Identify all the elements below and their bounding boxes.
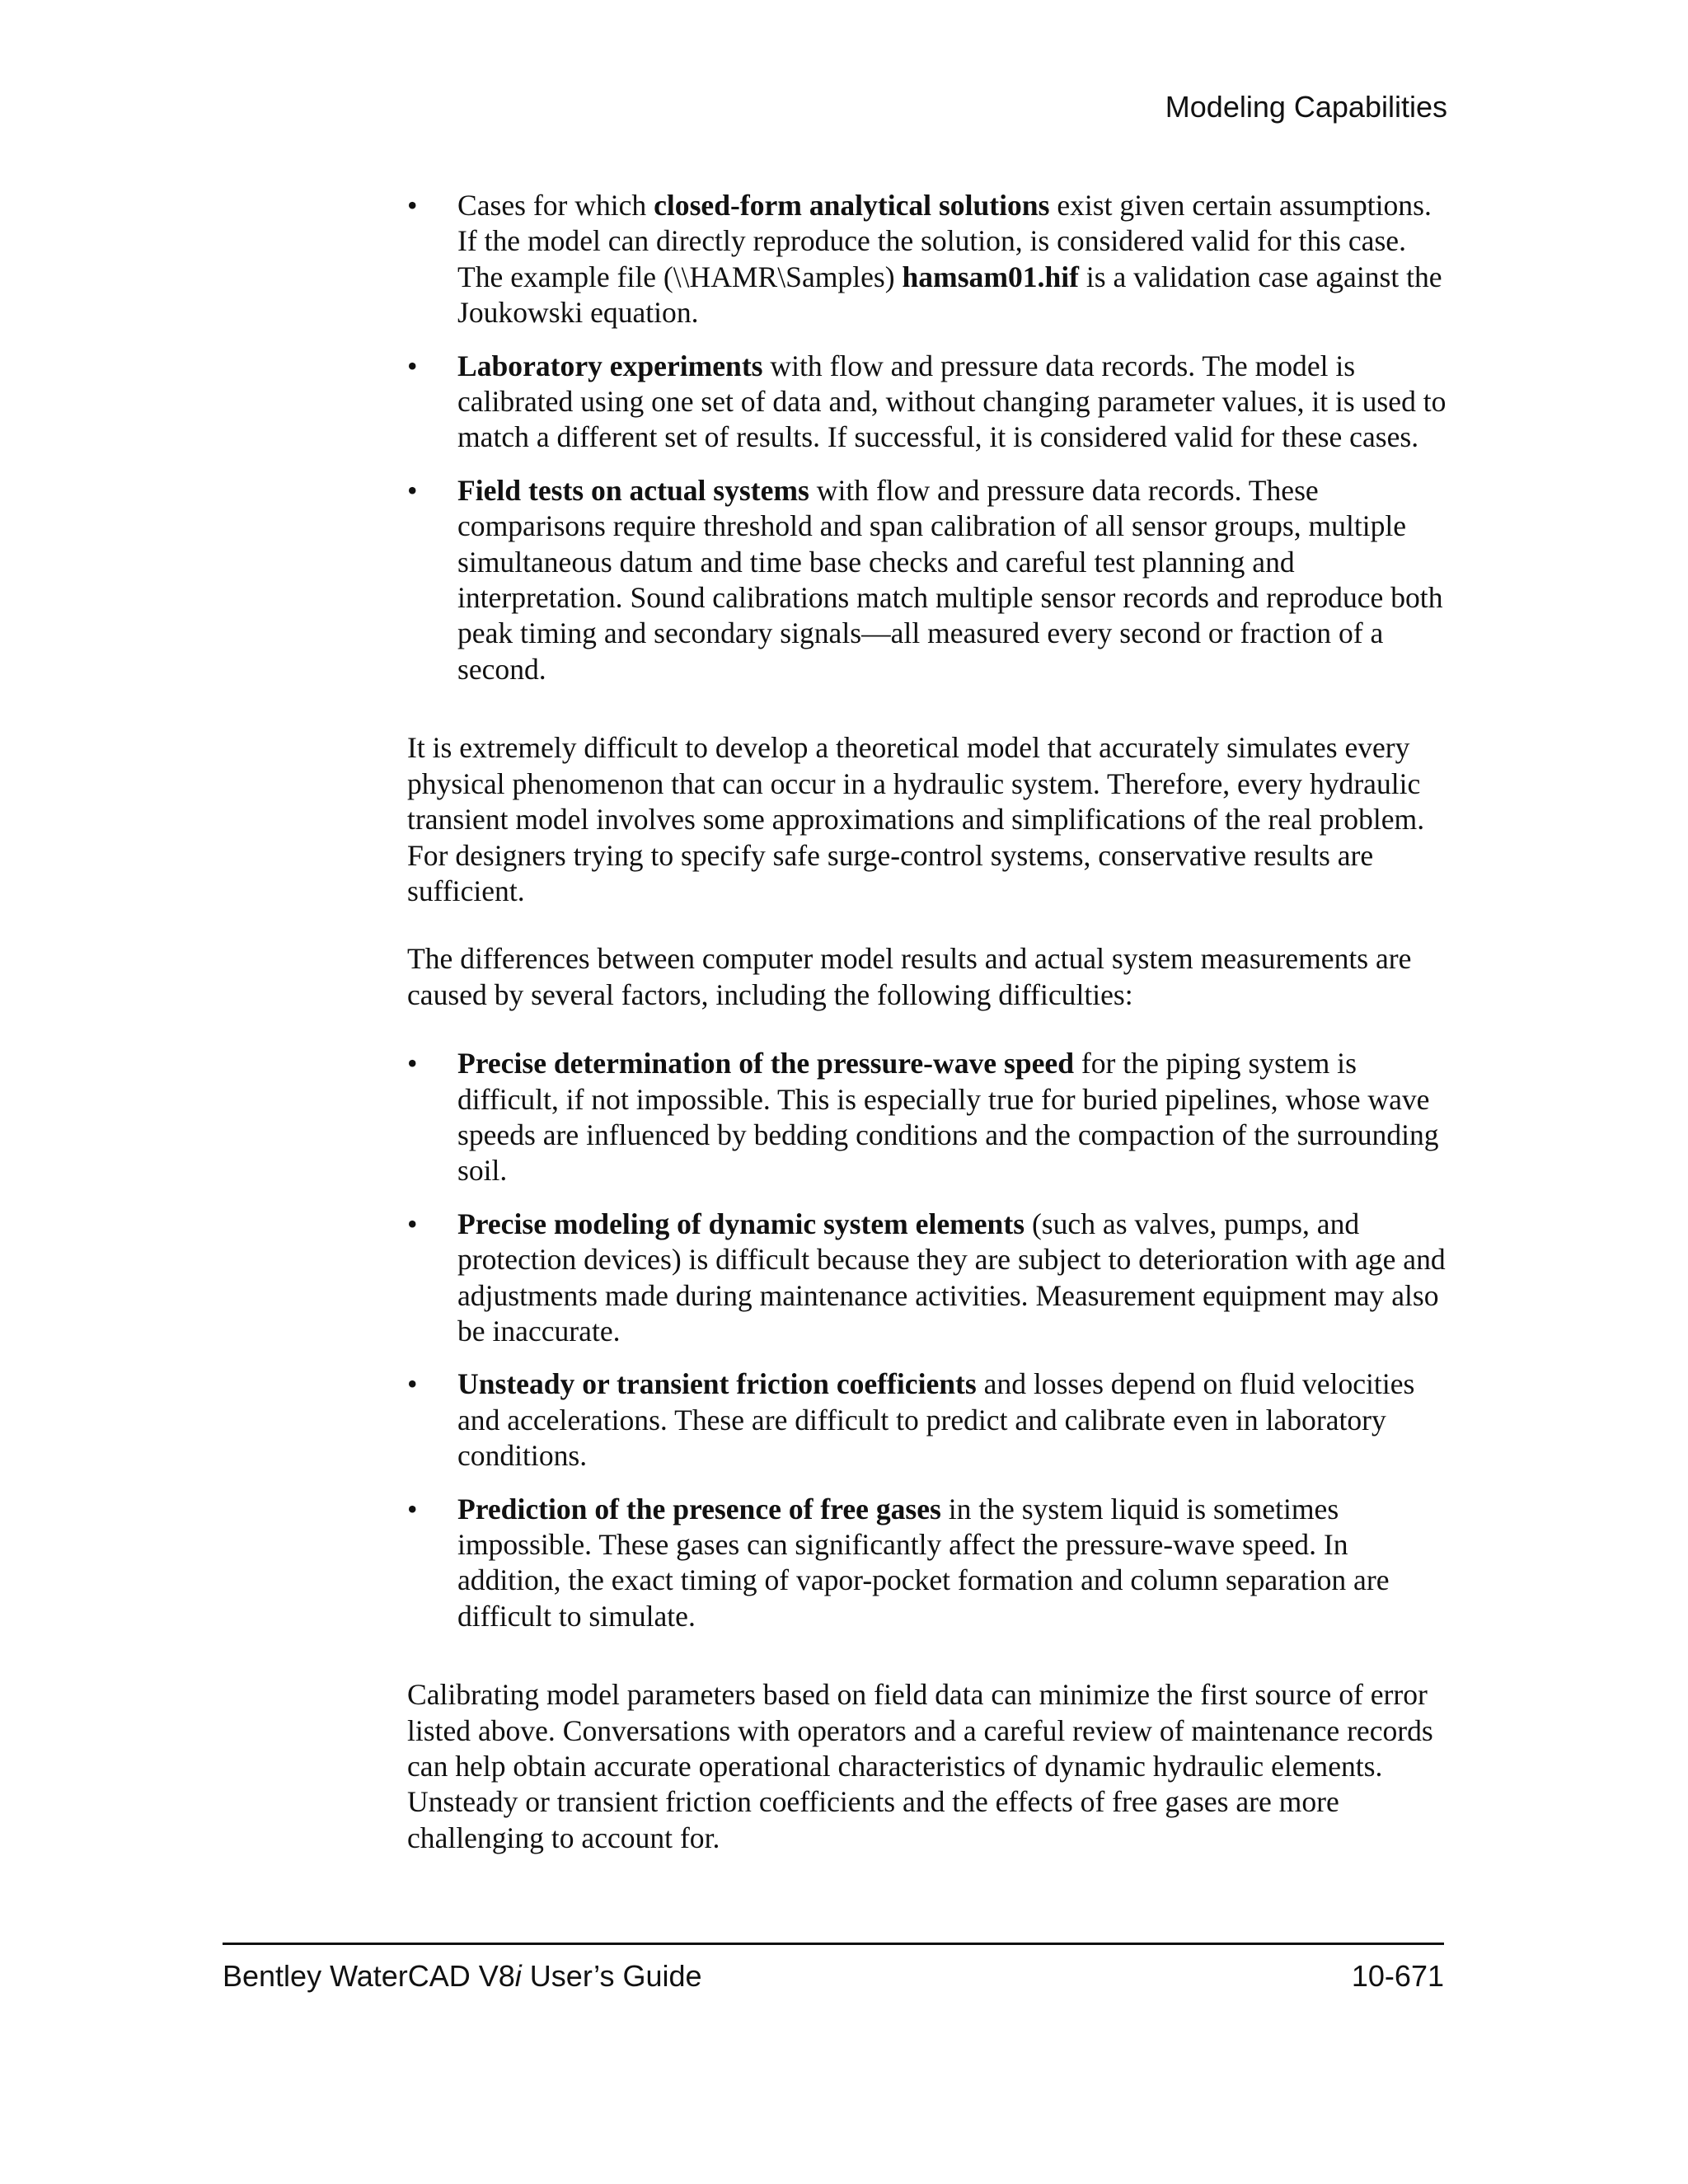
list-item-text <box>457 1492 1452 1635</box>
list-item <box>407 349 1452 456</box>
list-item-bold-term: Precise determination of the pressure-wave speed <box>457 1047 1074 1080</box>
footer-title-suffix: User’s Guide <box>521 1959 702 1993</box>
list-item-text <box>457 1046 1452 1189</box>
list-item <box>407 188 1452 331</box>
list-item <box>407 1366 1452 1474</box>
list-item-body: exist given certain assumptions. If the model can directly reproduce the solution, is considered valid for this case. The example file (\\HAMR\Samples) <box>457 189 1432 293</box>
list-item-body: in the system liquid is sometimes impossible. These gases can significantly affect the pressure-wave speed. In addition, the exact timing of vapor-pocket formation and column separation are difficult to simulate. <box>457 1492 1390 1633</box>
list-item-text <box>457 473 1452 687</box>
list-item-bold-term: Prediction of the presence of free gases <box>457 1492 941 1526</box>
list-item-body: with flow and pressure data records. These comparisons require threshold and span calibration of all sensor groups, multiple simultaneous datum and time base checks and careful test planning and interpretation. Sound calibrations match multiple sensor records and reproduce both peak timing and secondary signals—all measured every second or fraction of a second. <box>457 473 1443 686</box>
validation-cases-list <box>407 188 1452 687</box>
list-item-text <box>457 188 1452 331</box>
list-item-text <box>457 349 1452 456</box>
footer-title-prefix: Bentley WaterCAD V8 <box>223 1959 515 1993</box>
list-item-lead: Cases for which <box>457 189 654 222</box>
list-item <box>407 1207 1452 1350</box>
list-item-bold-term: Unsteady or transient friction coefficients <box>457 1367 977 1401</box>
list-item-tail: is a validation case against the Joukowski equation. <box>457 260 1442 330</box>
list-item-body: for the piping system is difficult, if not impossible. This is especially true for buried pipelines, whose wave speeds are influenced by bedding conditions and the compaction of the surrounding soil. <box>457 1047 1439 1188</box>
bullet-icon: • <box>407 473 418 507</box>
bullet-icon: • <box>407 1492 418 1526</box>
list-item-text <box>457 1366 1452 1474</box>
list-item <box>407 473 1452 687</box>
bullet-icon: • <box>407 1047 418 1080</box>
paragraph-modeling-approximations: It is extremely difficult to develop a theoretical model that accurately simulates every physical phenomenon that can occur in a hydraulic system. Therefore, every hydraulic transient model involves some approximations and simplifications of the real problem. For designers trying to specify safe surge-control systems, conservative results are sufficient. <box>407 731 1425 907</box>
list-item-body: and losses depend on fluid velocities and accelerations. These are difficult to predict and calibrate even in laboratory conditions. <box>457 1367 1415 1473</box>
page-body <box>407 188 1452 1856</box>
list-item-body: with flow and pressure data records. The model is calibrated using one set of data and, without changing parameter values, it is used to match a different set of results. If successful, it is considered valid for these cases. <box>457 349 1447 454</box>
bullet-icon: • <box>407 1367 418 1401</box>
paragraph-calibration: Calibrating model parameters based on field data can minimize the first source of error listed above. Conversations with operators and a careful review of maintenance records can help obtain accurate operational characteristics of dynamic hydraulic elements. Unsteady or transient friction coefficients and the effects of free gases are more challenging to account for. <box>407 1678 1433 1854</box>
running-header: Modeling Capabilities <box>1165 90 1447 124</box>
list-item-bold-term: closed-form analytical solutions <box>654 189 1050 222</box>
bullet-icon: • <box>407 189 418 222</box>
paragraph-differences-intro: The differences between computer model results and actual system measurements are caused by several factors, including the following difficulties: <box>407 942 1412 1011</box>
list-item-text <box>457 1207 1452 1350</box>
example-file-name: hamsam01.hif <box>902 260 1079 293</box>
difficulties-list <box>407 1046 1452 1634</box>
page-number: 10-671 <box>1351 1959 1444 1993</box>
footer-divider <box>223 1943 1444 1945</box>
list-item-bold-term: Field tests on actual systems <box>457 473 809 507</box>
list-item-bold-term: Precise modeling of dynamic system elements <box>457 1207 1025 1240</box>
list-item-bold-term: Laboratory experiments <box>457 349 763 382</box>
list-item <box>407 1046 1452 1189</box>
footer-guide-title <box>223 1958 702 1994</box>
list-item-body: (such as valves, pumps, and protection devices) is difficult because they are subject to deterioration with age and adjustments made during maintenance activities. Measurement equipment may also be inaccurate. <box>457 1207 1446 1347</box>
bullet-icon: • <box>407 349 418 382</box>
footer-title-italic: i <box>514 1959 522 1993</box>
list-item <box>407 1492 1452 1635</box>
bullet-icon: • <box>407 1207 418 1240</box>
